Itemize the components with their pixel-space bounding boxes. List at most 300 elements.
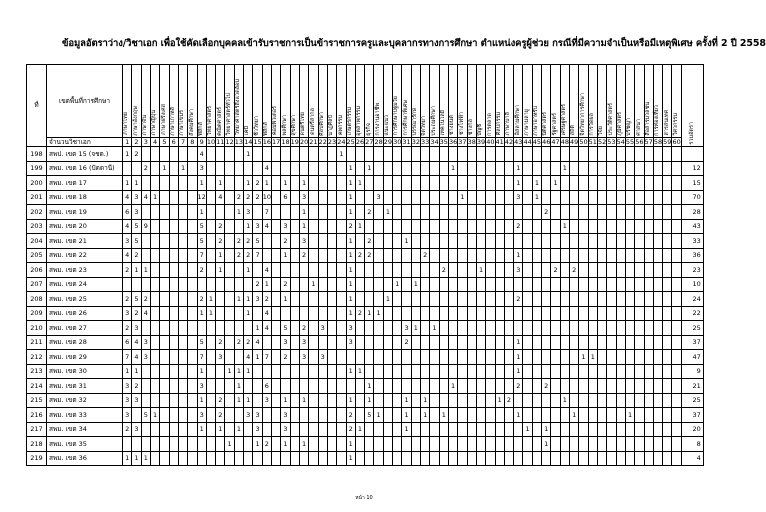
count-cell [653, 335, 662, 350]
count-cell [281, 306, 290, 321]
count-cell [635, 437, 644, 452]
count-cell [551, 219, 560, 234]
count-cell [616, 277, 625, 292]
area-name: สพม. เขต 17 [47, 176, 123, 191]
count-cell [225, 190, 234, 205]
row-total: 15 [681, 176, 703, 191]
count-cell: 1 [346, 263, 355, 278]
count-cell [486, 161, 495, 176]
count-cell [625, 263, 634, 278]
count-cell [635, 292, 644, 307]
count-cell [178, 219, 187, 234]
count-cell [178, 205, 187, 220]
count-cell: 1 [299, 393, 308, 408]
count-cell: 2 [132, 379, 141, 394]
row-total: 10 [681, 277, 703, 292]
count-cell: 3 [197, 379, 206, 394]
count-cell [225, 393, 234, 408]
count-cell [327, 364, 336, 379]
count-cell [318, 306, 327, 321]
count-cell [337, 379, 346, 394]
count-cell [411, 292, 420, 307]
subject-header: บรรณารักษ์ [411, 65, 420, 138]
count-cell [616, 176, 625, 191]
count-cell: 2 [439, 263, 448, 278]
subject-header-row [27, 65, 704, 138]
count-cell [616, 437, 625, 452]
count-cell [430, 306, 439, 321]
count-cell [625, 147, 634, 162]
count-cell [197, 277, 206, 292]
subject-header: การงานอาชีพ [374, 65, 383, 138]
count-cell [169, 292, 178, 307]
count-cell [178, 422, 187, 437]
subject-number: 12 [225, 137, 234, 146]
count-cell [486, 437, 495, 452]
count-cell [178, 364, 187, 379]
count-cell [439, 292, 448, 307]
count-cell: 1 [262, 176, 271, 191]
count-cell [383, 248, 392, 263]
count-cell [439, 277, 448, 292]
count-cell [542, 176, 551, 191]
count-cell [393, 147, 402, 162]
count-cell [644, 248, 653, 263]
count-cell [663, 379, 672, 394]
count-cell [346, 147, 355, 162]
count-cell [570, 190, 579, 205]
subject-header: สุขศึกษา [290, 65, 299, 138]
count-cell: 1 [402, 393, 411, 408]
count-cell: 1 [299, 437, 308, 452]
count-cell [327, 379, 336, 394]
table-row [27, 190, 704, 205]
count-cell [169, 422, 178, 437]
count-cell: 2 [253, 176, 262, 191]
count-cell: 2 [402, 335, 411, 350]
subject-number: 19 [290, 137, 299, 146]
count-cell [383, 364, 392, 379]
count-cell [653, 219, 662, 234]
count-cell [430, 335, 439, 350]
count-cell [439, 451, 448, 466]
count-cell [327, 306, 336, 321]
count-cell [439, 364, 448, 379]
subject-number: 54 [616, 137, 625, 146]
subject-number: 24 [337, 137, 346, 146]
count-cell: 1 [365, 379, 374, 394]
count-cell [532, 350, 541, 365]
count-cell [467, 205, 476, 220]
count-cell [542, 393, 551, 408]
count-cell [458, 335, 467, 350]
count-cell: 3 [281, 408, 290, 423]
subject-header: รัฐศาสตร์ [551, 65, 560, 138]
count-cell [467, 321, 476, 336]
count-cell [374, 393, 383, 408]
count-cell: 4 [123, 219, 132, 234]
count-cell [570, 451, 579, 466]
count-cell [476, 277, 485, 292]
row-number: 203 [27, 219, 47, 234]
count-cell [244, 422, 253, 437]
subject-number: 21 [309, 137, 318, 146]
count-cell [644, 205, 653, 220]
count-cell [551, 422, 560, 437]
count-cell [504, 248, 513, 263]
count-cell [616, 451, 625, 466]
count-cell [607, 379, 616, 394]
count-cell: 6 [123, 205, 132, 220]
subject-header: คหกรรม [337, 65, 346, 138]
count-cell [234, 437, 243, 452]
count-cell [542, 190, 551, 205]
count-cell [281, 364, 290, 379]
row-total: 70 [681, 190, 703, 205]
count-cell: 4 [132, 335, 141, 350]
count-cell: 1 [216, 263, 225, 278]
count-cell [421, 379, 430, 394]
count-cell: 4 [123, 248, 132, 263]
count-cell [225, 306, 234, 321]
subject-number: 37 [458, 137, 467, 146]
count-cell: 5 [253, 234, 262, 249]
count-cell [504, 277, 513, 292]
count-cell: 1 [244, 292, 253, 307]
count-cell: 2 [299, 248, 308, 263]
count-cell [579, 205, 588, 220]
count-cell [150, 364, 159, 379]
count-cell [653, 176, 662, 191]
count-cell [672, 350, 681, 365]
count-cell [188, 205, 197, 220]
count-cell [253, 379, 262, 394]
count-cell [290, 219, 299, 234]
count-cell [272, 263, 281, 278]
count-cell [225, 422, 234, 437]
count-cell [160, 393, 169, 408]
count-cell [150, 147, 159, 162]
count-cell [579, 437, 588, 452]
count-cell: 1 [383, 205, 392, 220]
count-cell [448, 176, 457, 191]
count-cell [597, 205, 606, 220]
table-row [27, 451, 704, 466]
count-cell [216, 277, 225, 292]
count-cell [597, 393, 606, 408]
count-cell [327, 408, 336, 423]
count-cell [225, 451, 234, 466]
count-cell [551, 161, 560, 176]
count-cell [290, 147, 299, 162]
count-cell: 2 [514, 219, 523, 234]
count-cell [476, 393, 485, 408]
table-row [27, 306, 704, 321]
count-cell [542, 248, 551, 263]
count-cell [616, 350, 625, 365]
count-cell: 1 [197, 422, 206, 437]
count-cell [588, 364, 597, 379]
count-cell [458, 248, 467, 263]
count-cell [476, 234, 485, 249]
count-cell [365, 451, 374, 466]
count-cell: 2 [346, 408, 355, 423]
count-cell [160, 277, 169, 292]
count-cell [188, 350, 197, 365]
count-cell [290, 379, 299, 394]
count-cell [141, 176, 150, 191]
count-cell [551, 350, 560, 365]
count-cell [597, 161, 606, 176]
count-cell [272, 321, 281, 336]
count-cell: 2 [123, 422, 132, 437]
subject-header: วิจัย [597, 65, 606, 138]
count-cell [262, 422, 271, 437]
count-cell [467, 306, 476, 321]
row-total: 25 [681, 321, 703, 336]
count-cell [150, 393, 159, 408]
subject-number: 13 [234, 137, 244, 146]
count-cell [365, 364, 374, 379]
count-cell [504, 437, 513, 452]
count-cell [141, 437, 150, 452]
count-cell: 10 [262, 190, 271, 205]
count-cell [290, 190, 299, 205]
count-cell [514, 437, 523, 452]
count-cell [355, 321, 364, 336]
count-cell [579, 364, 588, 379]
count-cell [551, 147, 560, 162]
count-cell [225, 176, 234, 191]
count-cell [262, 364, 271, 379]
count-cell: 1 [216, 248, 225, 263]
count-cell: 1 [244, 364, 253, 379]
count-cell: 3 [253, 219, 262, 234]
count-cell: 1 [346, 437, 355, 452]
count-cell [132, 408, 141, 423]
count-cell [579, 306, 588, 321]
count-cell [644, 176, 653, 191]
subject-number: 25 [346, 137, 355, 146]
count-cell [178, 451, 187, 466]
count-cell [169, 393, 178, 408]
subject-header: ภาษาเกาหลี [169, 65, 178, 138]
count-cell [355, 451, 364, 466]
count-cell [542, 321, 551, 336]
count-cell [504, 350, 513, 365]
count-cell [672, 364, 681, 379]
count-cell: 1 [123, 364, 132, 379]
count-cell [467, 176, 476, 191]
count-cell [188, 379, 197, 394]
count-cell: 1 [560, 393, 569, 408]
count-cell: 2 [216, 219, 225, 234]
count-cell [551, 190, 560, 205]
area-name: สพม. เขต 27 [47, 321, 123, 336]
count-cell: 1 [281, 176, 290, 191]
count-cell [355, 234, 364, 249]
subject-number: 20 [299, 137, 309, 146]
count-cell [160, 451, 169, 466]
subject-number: 38 [467, 137, 476, 146]
count-cell [523, 176, 532, 191]
count-cell [551, 205, 560, 220]
subject-header: จิตวิทยา [421, 65, 430, 138]
count-cell [169, 176, 178, 191]
row-number: 206 [27, 263, 47, 278]
count-cell [663, 393, 672, 408]
count-cell [402, 219, 411, 234]
count-cell [393, 263, 402, 278]
count-cell [439, 190, 448, 205]
count-cell: 2 [123, 263, 132, 278]
count-cell [653, 393, 662, 408]
count-cell [421, 205, 430, 220]
row-number: 218 [27, 437, 47, 452]
count-cell [476, 335, 485, 350]
count-cell [560, 451, 569, 466]
count-cell: 3 [318, 350, 327, 365]
count-cell: 1 [197, 176, 206, 191]
count-cell [532, 248, 541, 263]
count-cell: 1 [514, 161, 523, 176]
count-cell [206, 176, 215, 191]
count-cell [318, 205, 327, 220]
count-cell [542, 147, 551, 162]
subject-number: 46 [542, 137, 551, 146]
count-cell: 1 [225, 437, 234, 452]
count-cell [383, 321, 392, 336]
count-cell [402, 306, 411, 321]
count-cell [476, 248, 485, 263]
count-cell [327, 263, 336, 278]
count-cell [607, 292, 616, 307]
count-cell [532, 408, 541, 423]
count-cell: 1 [299, 176, 308, 191]
count-cell [374, 248, 383, 263]
count-cell [337, 190, 346, 205]
count-cell [383, 451, 392, 466]
count-cell [393, 393, 402, 408]
count-cell: 1 [346, 306, 355, 321]
count-cell [551, 364, 560, 379]
count-cell [653, 379, 662, 394]
count-cell [597, 422, 606, 437]
count-cell [439, 248, 448, 263]
count-cell [309, 263, 318, 278]
count-cell [616, 263, 625, 278]
count-cell [169, 234, 178, 249]
count-cell [150, 248, 159, 263]
subject-header: ภาษาเขมร [178, 65, 187, 138]
count-cell [458, 147, 467, 162]
count-cell [560, 422, 569, 437]
count-cell [178, 350, 187, 365]
count-cell [663, 234, 672, 249]
count-cell [253, 393, 262, 408]
subject-number: 43 [514, 137, 523, 146]
count-cell [644, 335, 653, 350]
count-cell [467, 335, 476, 350]
count-cell: 1 [346, 161, 355, 176]
count-cell: 2 [141, 292, 150, 307]
count-cell [253, 451, 262, 466]
count-cell: 4 [141, 190, 150, 205]
count-cell: 1 [365, 393, 374, 408]
count-cell [309, 379, 318, 394]
area-name: สพม. เขต 34 [47, 422, 123, 437]
count-cell [495, 277, 504, 292]
count-cell [616, 335, 625, 350]
count-cell [262, 451, 271, 466]
subject-number: 23 [327, 137, 337, 146]
count-cell [523, 306, 532, 321]
count-cell [458, 437, 467, 452]
count-cell [588, 393, 597, 408]
count-cell [560, 190, 569, 205]
count-cell [476, 205, 485, 220]
subject-header: เศรษฐศาสตร์ [560, 65, 569, 138]
count-cell [579, 147, 588, 162]
count-cell [523, 393, 532, 408]
count-cell: 2 [234, 190, 243, 205]
count-cell: 1 [206, 292, 215, 307]
count-cell: 1 [393, 277, 402, 292]
count-cell [430, 364, 439, 379]
count-cell [123, 277, 132, 292]
count-cell [672, 335, 681, 350]
count-cell: 1 [448, 161, 457, 176]
count-cell [402, 292, 411, 307]
count-cell [160, 437, 169, 452]
count-cell: 1 [514, 350, 523, 365]
count-cell [560, 437, 569, 452]
subject-number: 41 [495, 137, 504, 146]
area-name: สพม. เขต 28 [47, 335, 123, 350]
count-cell: 4 [262, 161, 271, 176]
count-cell: 1 [253, 437, 262, 452]
subject-number: 29 [383, 137, 393, 146]
count-cell [467, 437, 476, 452]
count-cell [448, 277, 457, 292]
count-cell [430, 292, 439, 307]
count-cell [318, 437, 327, 452]
count-cell [309, 248, 318, 263]
count-cell [188, 321, 197, 336]
subject-header: ภาษาฝรั่งเศส [160, 65, 169, 138]
count-cell [178, 335, 187, 350]
count-cell [337, 292, 346, 307]
count-cell [169, 408, 178, 423]
count-cell: 1 [346, 190, 355, 205]
count-cell: 1 [244, 147, 253, 162]
subject-number: 53 [607, 137, 616, 146]
count-cell [178, 263, 187, 278]
count-cell [337, 451, 346, 466]
count-cell [393, 451, 402, 466]
count-cell [504, 335, 513, 350]
count-cell [514, 306, 523, 321]
count-cell: 2 [132, 147, 141, 162]
count-cell: 1 [216, 176, 225, 191]
count-cell [141, 234, 150, 249]
count-cell [635, 205, 644, 220]
count-cell [607, 422, 616, 437]
table-row [27, 437, 704, 452]
count-cell [560, 321, 569, 336]
count-cell: 1 [588, 350, 597, 365]
count-cell [327, 335, 336, 350]
